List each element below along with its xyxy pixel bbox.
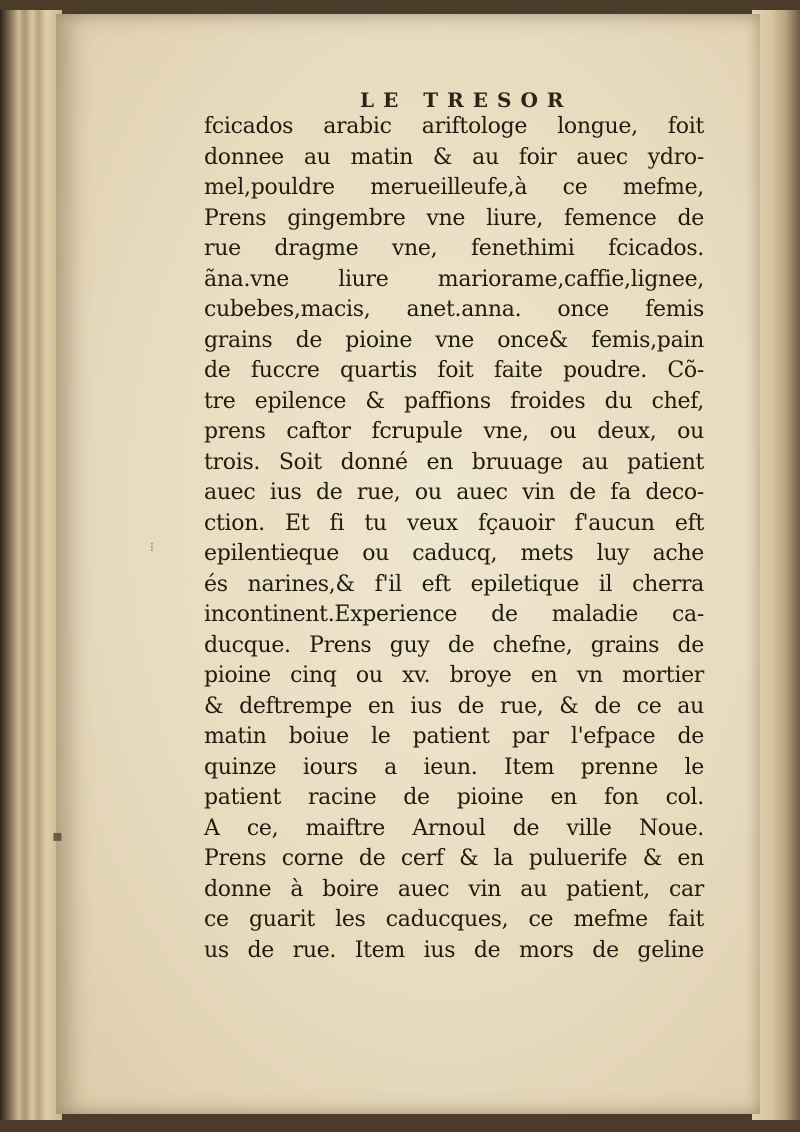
text-line: quinze iours a ieun. Item prenne le [204,754,704,780]
text-line: ce guarit les caducques, ce mefme fait [204,907,704,932]
text-line: mel,pouldre merueilleufe,à ce mefme, [204,175,704,200]
text-line: Prens gingembre vne liure, femence de [204,205,704,231]
text-line: de fuccre quartis foit faite poudre. Cõ- [204,358,704,383]
text-line: fcicados arabic ariftologe longue, foit [204,114,704,139]
text-line: cubebes,macis, anet.anna. once femis [204,297,704,322]
text-line: us de rue. Item ius de mors de geline [204,937,704,963]
text-line: rue dragme vne, fenethimi fcicados. [204,236,704,261]
running-head: LE TRESOR [360,88,573,112]
text-line: Prens corne de cerf & la puluerife & en [204,846,704,871]
text-line: auec ius de rue, ou auec vin de fa deco- [204,480,704,505]
text-line: patient racine de pioine en fon col. [204,785,704,810]
text-line: és narines,& f'il eft epiletique il cherra [204,571,704,597]
text-line: trois. Soit donné en bruuage au patient [204,449,704,475]
text-line: & deftrempe en ius de rue, & de ce au [204,693,704,719]
text-line: pioine cinq ou xv. broye en vn mortier [204,663,704,688]
text-line: A ce, maiftre Arnoul de ville Noue. [204,815,704,841]
text-line: donnee au matin & au foir auec ydro- [204,144,704,170]
text-line: incontinent.Experience de maladie ca- [204,602,704,627]
text-line: prens caftor fcrupule vne, ou deux, ou [204,419,704,444]
text-line: tre epilence & paffions froides du chef, [204,388,704,414]
margin-blemish: ⁝ [150,540,154,554]
text-line: ducque. Prens guy de chefne, grains de [204,632,704,658]
text-line: ãna.vne liure mariorame,caffie,lignee, [204,266,704,292]
text-line: ction. Et fi tu veux fçauoir f'aucun eft [204,510,704,536]
text-line: donne à boire auec vin au patient, car [204,876,704,902]
text-line: grains de pioine vne once& femis,pain [204,327,704,353]
text-line: epilentieque ou caducq, mets luy ache [204,541,704,566]
book-page-edges-left [0,10,62,1120]
text-block [204,112,704,966]
margin-blemish: ▪ [52,826,63,845]
text-line: matin boiue le patient par l'efpace de [204,724,704,749]
